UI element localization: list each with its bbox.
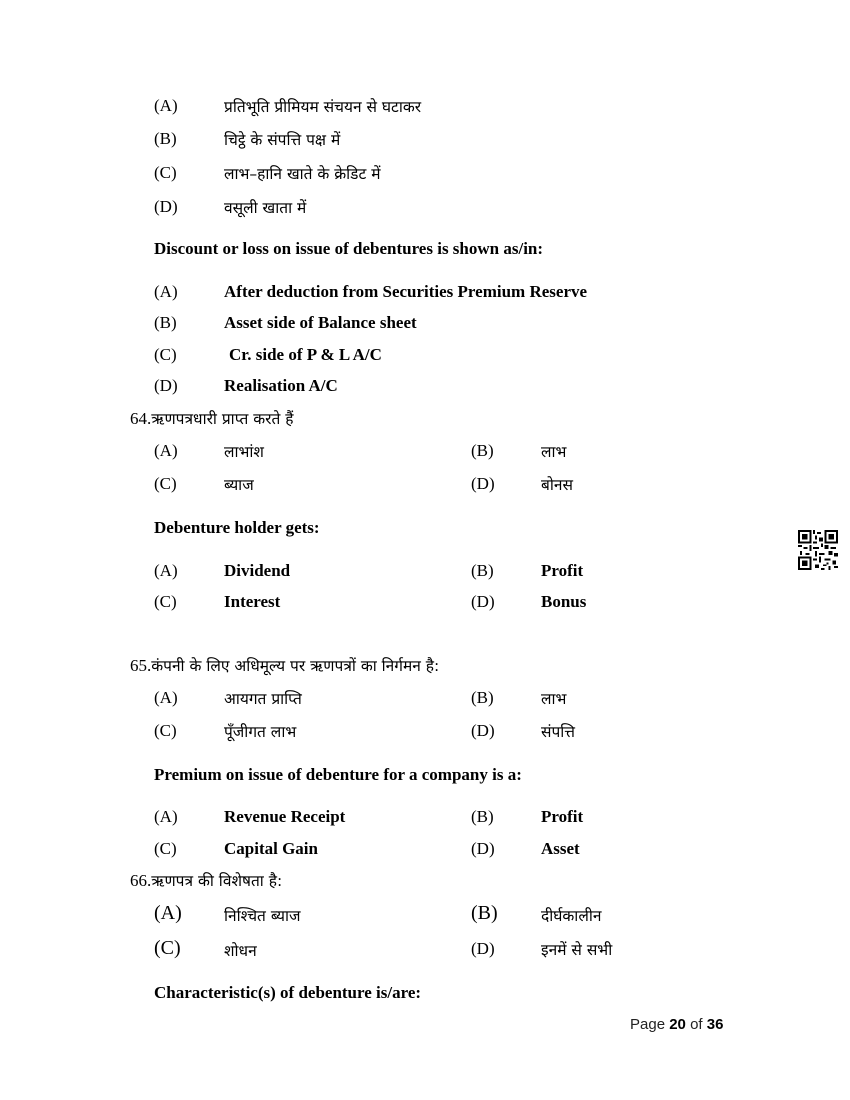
option-label: (C) xyxy=(154,721,177,740)
option-text-hi: दीर्घकालीन xyxy=(541,907,602,925)
option-text-hi: इनमें से सभी xyxy=(541,941,613,959)
question-text-hi: कंपनी के लिए अधिमूल्य पर ऋणपत्रों का निर्गमन है: xyxy=(151,657,440,675)
page-footer xyxy=(630,1016,723,1033)
current-page: 20 xyxy=(669,1016,686,1033)
total-pages: 36 xyxy=(706,1016,724,1033)
question-64 xyxy=(130,407,293,429)
option-label: (C) xyxy=(154,163,177,182)
option-text-hi: लाभ xyxy=(541,690,567,708)
option-text-en: Dividend xyxy=(224,561,291,580)
question-text-en: Characteristic(s) of debenture is/are: xyxy=(154,983,422,1002)
question-number: 66. xyxy=(130,871,152,890)
option-label: (D) xyxy=(471,592,495,611)
option-text-hi: आयगत प्राप्ति xyxy=(224,690,302,708)
option-text-en: Realisation A/C xyxy=(224,376,338,395)
option-label: (B) xyxy=(154,129,177,148)
option-text-hi: चिट्ठे के संपत्ति पक्ष में xyxy=(224,131,341,149)
option-label: (A) xyxy=(154,282,178,301)
option-text-hi: संपत्ति xyxy=(541,723,576,741)
option-label: (B) xyxy=(471,561,494,580)
question-text-en: Discount or loss on issue of debentures is shown as/in: xyxy=(154,239,544,258)
question-text-hi: ऋणपत्रधारी प्राप्त करते हैं xyxy=(151,410,294,428)
option-text-hi: पूँजीगत लाभ xyxy=(224,723,297,741)
option-label: (B) xyxy=(471,688,494,707)
option-text-en: Interest xyxy=(224,592,281,611)
option-text-hi: ब्याज xyxy=(224,476,254,494)
option-text-en: Bonus xyxy=(541,592,587,611)
page-word: Page xyxy=(630,1016,666,1033)
option-label: (A) xyxy=(154,807,178,826)
question-number: 64. xyxy=(130,409,152,428)
option-label: (C) xyxy=(154,839,177,858)
option-label: (D) xyxy=(471,721,495,740)
option-label: (B) xyxy=(471,807,494,826)
option-label: (D) xyxy=(154,376,178,395)
question-text-hi: ऋणपत्र की विशेषता है: xyxy=(151,872,283,890)
qr-code-icon xyxy=(798,530,838,570)
option-text-hi: बोनस xyxy=(541,476,573,494)
option-label: (B) xyxy=(154,313,177,332)
option-text-en: Revenue Receipt xyxy=(224,807,346,826)
option-text-hi: लाभ xyxy=(541,443,567,461)
option-label: (D) xyxy=(471,839,495,858)
option-label: (A) xyxy=(154,96,178,115)
option-label: (A) xyxy=(154,902,182,924)
question-text-en: Premium on issue of debenture for a company is a: xyxy=(154,765,522,784)
option-text-en: Asset side of Balance sheet xyxy=(224,313,417,332)
option-label: (B) xyxy=(471,902,498,924)
option-label: (A) xyxy=(154,688,178,707)
option-label: (D) xyxy=(471,939,495,958)
option-text-hi: वसूली खाता में xyxy=(224,199,307,217)
option-label: (B) xyxy=(471,441,494,460)
option-text-en: Profit xyxy=(541,807,584,826)
option-text-hi: लाभांश xyxy=(224,443,264,461)
option-label: (A) xyxy=(154,441,178,460)
option-label: (C) xyxy=(154,592,177,611)
question-66 xyxy=(130,869,282,891)
question-number: 65. xyxy=(130,656,152,675)
option-label: (D) xyxy=(154,197,178,216)
option-text-hi: प्रतिभूति प्रीमियम संचयन से घटाकर xyxy=(224,98,422,116)
option-text-en: Capital Gain xyxy=(224,839,318,858)
option-text-en: Profit xyxy=(541,561,584,580)
option-text-en: Asset xyxy=(541,839,580,858)
option-label: (C) xyxy=(154,937,181,959)
question-text-en: Debenture holder gets: xyxy=(154,518,320,537)
option-text-hi: निश्चित ब्याज xyxy=(224,907,301,925)
question-65 xyxy=(130,654,439,676)
option-text-en: Cr. side of P & L A/C xyxy=(229,345,382,364)
option-label: (C) xyxy=(154,345,177,364)
option-label: (D) xyxy=(471,474,495,493)
option-text-hi: शोधन xyxy=(224,942,257,960)
option-label: (C) xyxy=(154,474,177,493)
option-text-en: After deduction from Securities Premium Reserve xyxy=(224,282,588,301)
option-text-hi: लाभ–हानि खाते के क्रेडिट में xyxy=(224,165,381,183)
option-label: (A) xyxy=(154,561,178,580)
of-word: of xyxy=(690,1016,703,1033)
